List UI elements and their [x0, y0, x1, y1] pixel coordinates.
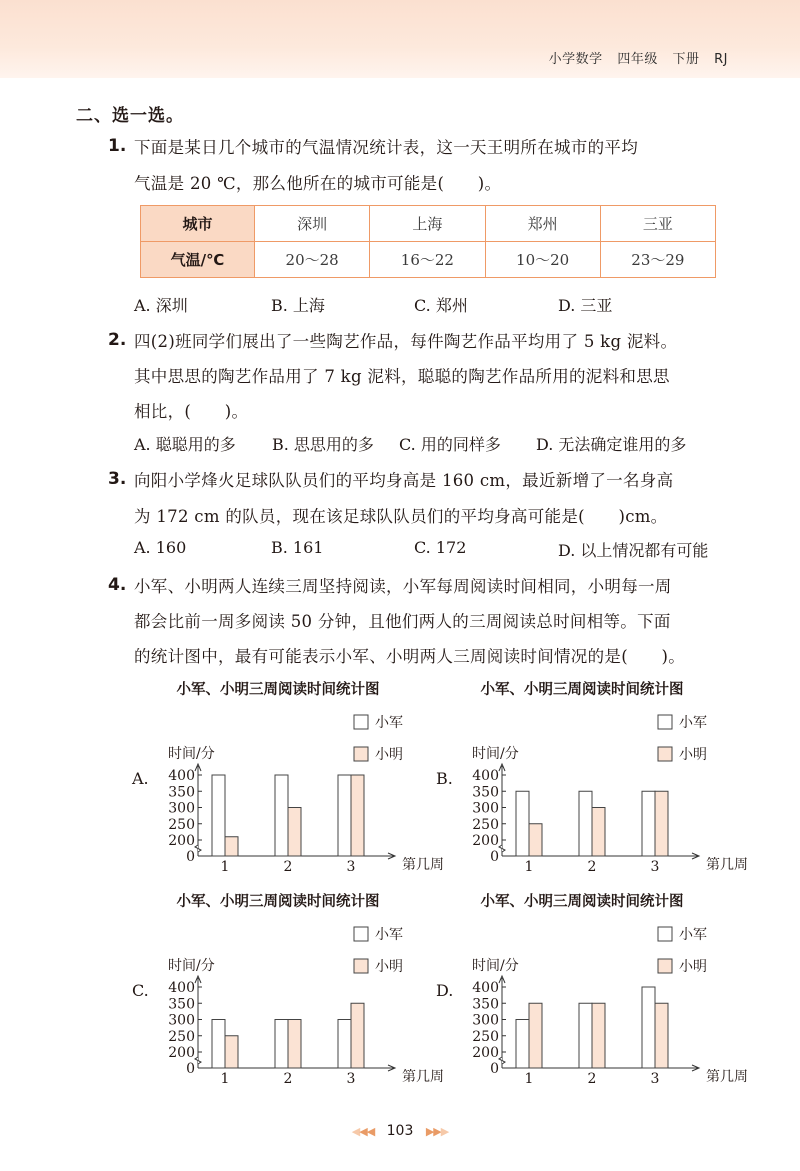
- chart-c-svg: [130, 890, 444, 1090]
- legend-swatch: [658, 959, 672, 973]
- axis-break: [499, 1057, 505, 1064]
- table-row: [141, 242, 716, 278]
- x-tick-label: 3: [346, 859, 356, 875]
- legend-swatch: [354, 959, 368, 973]
- q1-option-b[interactable]: B. 上海: [271, 296, 325, 315]
- bar: [516, 791, 529, 856]
- bar: [655, 1003, 668, 1068]
- q1-number: 1.: [108, 136, 127, 156]
- y-tick-label: 300: [472, 800, 499, 817]
- header-volume: 下册: [672, 52, 700, 67]
- page-number: 103: [386, 1123, 414, 1139]
- q2-line2: 其中思思的陶艺作品用了 7 kg 泥料，聪聪的陶艺作品所用的泥料和思思: [134, 367, 670, 386]
- y-tick-label: 200: [168, 833, 195, 849]
- x-tick-label: 2: [283, 859, 293, 875]
- q4-line2: 都会比前一周多阅读 50 分钟，且他们两人的三周阅读总时间相等。下面: [134, 612, 671, 631]
- q3-number: 3.: [108, 469, 127, 489]
- y-tick-label: 0: [490, 1061, 499, 1077]
- legend-swatch: [658, 747, 672, 761]
- y-tick-label: 200: [168, 1045, 195, 1061]
- bar: [275, 775, 288, 856]
- y-tick-label: 400: [168, 980, 195, 996]
- legend-label: 小军: [375, 715, 403, 731]
- section-title: 二、选一选。: [76, 106, 184, 126]
- legend-swatch: [354, 927, 368, 941]
- legend-swatch: [354, 715, 368, 729]
- table-cell-city: 郑州: [485, 206, 600, 242]
- chart-title: 小军、小明三周阅读时间统计图: [480, 894, 684, 910]
- bar: [592, 1003, 605, 1068]
- legend-swatch: [354, 747, 368, 761]
- table-cell-city: 上海: [370, 206, 485, 242]
- axis-break: [195, 845, 201, 852]
- x-axis-label: 第几周: [706, 857, 748, 873]
- y-tick-label: 200: [472, 833, 499, 849]
- y-tick-label: 400: [168, 768, 195, 784]
- bar: [642, 987, 655, 1068]
- y-tick-label: 0: [186, 1061, 195, 1077]
- q3-line2: 为 172 cm 的队员，现在该足球队队员们的平均身高可能是( )cm。: [134, 507, 668, 526]
- y-tick-label: 300: [168, 800, 195, 817]
- bar: [351, 775, 364, 856]
- header-info: [539, 48, 728, 67]
- next-arrow-icon: ▶▶: [425, 1125, 441, 1138]
- legend-label: 小明: [375, 747, 403, 763]
- y-tick-label: 250: [168, 1028, 195, 1045]
- bar: [592, 808, 605, 857]
- chart-c[interactable]: [130, 890, 444, 1094]
- y-tick-label: 250: [472, 1028, 499, 1045]
- chart-a[interactable]: [130, 678, 444, 882]
- q4-line3: 的统计图中，最有可能表示小军、小明两人三周阅读时间情况的是( )。: [134, 647, 686, 666]
- bar: [225, 837, 238, 856]
- table-cell-temp: 16～22: [370, 242, 485, 278]
- bar: [642, 791, 655, 856]
- x-tick-label: 3: [650, 859, 660, 875]
- table-cell-temp: 20～28: [255, 242, 370, 278]
- x-tick-label: 2: [587, 1071, 597, 1087]
- q1-line2: 气温是 20 ℃，那么他所在的城市可能是( )。: [134, 174, 502, 193]
- x-axis-label: 第几周: [402, 857, 444, 873]
- bar: [338, 1020, 351, 1069]
- x-tick-label: 2: [283, 1071, 293, 1087]
- y-tick-label: 0: [490, 849, 499, 865]
- q2-line1: 四(2)班同学们展出了一些陶艺作品，每件陶艺作品平均用了 5 kg 泥料。: [134, 332, 678, 351]
- prev-arrow-light-icon: ◀: [351, 1125, 360, 1138]
- chart-title: 小军、小明三周阅读时间统计图: [176, 894, 380, 910]
- legend-label: 小军: [375, 927, 403, 943]
- page-footer: [0, 1123, 800, 1139]
- legend-label: 小军: [679, 715, 707, 731]
- y-tick-label: 350: [472, 784, 499, 801]
- axis-break: [499, 845, 505, 852]
- q2-option-d[interactable]: D. 无法确定谁用的多: [536, 435, 687, 454]
- y-tick-label: 350: [168, 784, 195, 801]
- q2-option-c[interactable]: C. 用的同样多: [399, 435, 501, 454]
- y-tick-label: 350: [472, 996, 499, 1013]
- table-header-city: 城市: [141, 206, 255, 242]
- table-cell-city: 深圳: [255, 206, 370, 242]
- q3-line1: 向阳小学烽火足球队队员们的平均身高是 160 cm，最近新增了一名身高: [134, 471, 674, 490]
- y-tick-label: 400: [472, 768, 499, 784]
- axis-break: [195, 1057, 201, 1064]
- legend-label: 小明: [375, 959, 403, 975]
- legend-label: 小军: [679, 927, 707, 943]
- bar: [529, 1003, 542, 1068]
- y-axis-label: 时间/分: [168, 746, 215, 762]
- x-tick-label: 2: [587, 859, 597, 875]
- bar: [516, 1020, 529, 1069]
- x-tick-label: 1: [220, 1071, 230, 1087]
- q4-line1: 小军、小明两人连续三周坚持阅读，小军每周阅读时间相同，小明每一周: [134, 577, 672, 596]
- x-tick-label: 3: [650, 1071, 660, 1087]
- chart-title: 小军、小明三周阅读时间统计图: [176, 682, 380, 698]
- x-axis-label: 第几周: [706, 1069, 748, 1085]
- y-tick-label: 350: [168, 996, 195, 1013]
- chart-option-label: C.: [132, 981, 149, 1000]
- bar: [288, 808, 301, 857]
- q2-number: 2.: [108, 330, 127, 350]
- x-tick-label: 1: [524, 1071, 534, 1087]
- x-tick-label: 3: [346, 1071, 356, 1087]
- q3-option-c[interactable]: C. 172: [414, 538, 467, 557]
- bar: [212, 775, 225, 856]
- y-tick-label: 300: [168, 1012, 195, 1029]
- q3-option-d[interactable]: D. 以上情况都有可能: [558, 541, 709, 560]
- chart-option-label: A.: [132, 769, 149, 788]
- q4-number: 4.: [108, 575, 127, 595]
- header-subject: 小学数学: [548, 52, 603, 67]
- q3-option-a[interactable]: A. 160: [134, 538, 187, 557]
- y-tick-label: 200: [472, 1045, 499, 1061]
- table-cell-city: 三亚: [600, 206, 715, 242]
- bar: [288, 1020, 301, 1069]
- q2-line3: 相比，( )。: [134, 402, 249, 421]
- bar: [338, 775, 351, 856]
- bar: [655, 791, 668, 856]
- q1-line1: 下面是某日几个城市的气温情况统计表，这一天王明所在城市的平均: [134, 138, 638, 157]
- y-tick-label: 400: [472, 980, 499, 996]
- table-cell-temp: 10～20: [485, 242, 600, 278]
- q2-option-b[interactable]: B. 思思用的多: [272, 435, 374, 454]
- y-axis-label: 时间/分: [472, 746, 519, 762]
- temperature-table: [140, 205, 716, 278]
- table-header-temp: 气温/℃: [141, 242, 255, 278]
- chart-option-label: B.: [436, 769, 453, 788]
- q1-option-d[interactable]: D. 三亚: [558, 296, 613, 315]
- table-row: [141, 206, 716, 242]
- x-tick-label: 1: [524, 859, 534, 875]
- y-tick-label: 250: [168, 816, 195, 833]
- chart-option-label: D.: [436, 981, 454, 1000]
- chart-a-svg: [130, 678, 444, 878]
- bar: [579, 1003, 592, 1068]
- next-arrow-light-icon: ▶: [440, 1125, 449, 1138]
- y-tick-label: 0: [186, 849, 195, 865]
- legend-swatch: [658, 927, 672, 941]
- bar: [351, 1003, 364, 1068]
- q2-option-a[interactable]: A. 聪聪用的多: [134, 435, 236, 454]
- x-axis-label: 第几周: [402, 1069, 444, 1085]
- y-axis-label: 时间/分: [472, 958, 519, 974]
- prev-arrow-icon: ◀◀: [359, 1125, 375, 1138]
- y-axis-label: 时间/分: [168, 958, 215, 974]
- chart-d[interactable]: [434, 890, 748, 1094]
- bar: [579, 791, 592, 856]
- header-grade: 四年级: [617, 52, 658, 67]
- bar: [225, 1036, 238, 1068]
- chart-b[interactable]: [434, 678, 748, 882]
- legend-label: 小明: [679, 959, 707, 975]
- x-tick-label: 1: [220, 859, 230, 875]
- bar: [529, 824, 542, 856]
- legend-label: 小明: [679, 747, 707, 763]
- table-cell-temp: 23～29: [600, 242, 715, 278]
- legend-swatch: [658, 715, 672, 729]
- bar: [212, 1020, 225, 1069]
- chart-b-svg: [434, 678, 748, 878]
- chart-title: 小军、小明三周阅读时间统计图: [480, 682, 684, 698]
- header-edition: RJ: [714, 52, 728, 67]
- chart-d-svg: [434, 890, 748, 1090]
- q3-option-b[interactable]: B. 161: [271, 538, 324, 557]
- y-tick-label: 250: [472, 816, 499, 833]
- bar: [275, 1020, 288, 1069]
- q1-option-c[interactable]: C. 郑州: [414, 296, 468, 315]
- y-tick-label: 300: [472, 1012, 499, 1029]
- q1-option-a[interactable]: A. 深圳: [134, 296, 188, 315]
